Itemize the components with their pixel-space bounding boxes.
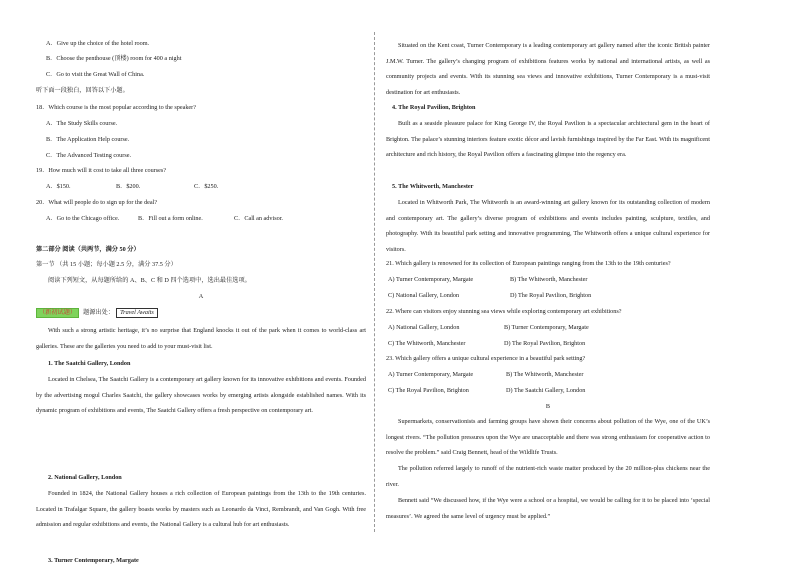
gallery-4-title: 4. The Royal Pavilion, Brighton (392, 104, 476, 111)
q18-number: 18． (36, 104, 49, 111)
q23-option-b: B) The Whitworth, Manchester (506, 371, 584, 378)
gallery-3-title: 3. Turner Contemporary, Margate (48, 557, 139, 564)
q22-option-a: A) National Gallery, London (388, 324, 460, 331)
passage-a-label: A (198, 293, 204, 300)
q19-text: How much will it cost to take all three courses? (48, 167, 167, 174)
q20-question (36, 199, 157, 206)
q21-option-b: B) The Whitworth, Manchester (510, 276, 588, 283)
listening-instruction: 听下面一段独白，回答以下小题。 (36, 87, 129, 94)
q19-number: 19． (36, 167, 49, 174)
passage-b-paragraph-1: Supermarkets, conservationists and farming groups have shown their concerns about pollution of the Wye, one of the UK’s longest rivers. “The pollution pressures upon the Wye are unacceptable and there was strong enthusiasm for cooperative action to resolve the problem.” said Craig Bennett, head of the Wildlife Trusts. (386, 418, 710, 457)
passage-b-paragraph-3: Bennett said “We discussed how, if the Wye were a school or a hospital, we would be calling for it to be placed into ‘special measures’. We agreed the same level of urgency must be applied.” (386, 497, 710, 520)
q21-question: 21. Which gallery is renowned for its collection of European paintings ranging from the 13th to the 19th centuries? (386, 260, 671, 267)
q17-option-b: B．Choose the penthouse (顶楼) room for 400 a night (46, 55, 182, 62)
q23-options-cd (388, 387, 585, 394)
gallery-5-title: 5. The Whitworth, Manchester (392, 183, 474, 190)
gallery-1-text: Located in Chelsea, The Saatchi Gallery is a contemporary art gallery known for its innovative exhibitions and events. Founded by the advertising mogul Charles Saatchi, the gallery showcases works by emerging artists alongside established names. With its dynamic program of exhibitions and events, The Saatchi Gallery offers a fresh perspective on contemporary art. (36, 376, 366, 415)
q23-options-ab (388, 371, 583, 378)
q19-options (46, 183, 218, 190)
q18-option-c: C．The Advanced Testing course. (46, 152, 132, 159)
gallery-4-text: Built as a seaside pleasure palace for King George IV, the Royal Pavilion is a spectacular architectural gem in the heart of Brighton. The palace’s stunning interiors feature exotic décor and lavish furnishings inspired by the Far East. With its magnificent architecture and rich history, the Royal Pavilion offers a fascinating glimpse into the regency era. (386, 120, 710, 159)
q20-text: What will people do to sign up for the deal? (48, 199, 158, 206)
passage-b-label: B (545, 403, 551, 410)
q18-option-a: A．The Study Skills course. (46, 120, 118, 127)
q19-option-b: B．$200. (116, 183, 141, 190)
q21-options-ab (388, 276, 587, 283)
q22-option-b: B) Turner Contemporary, Margate (504, 324, 589, 331)
q17-option-a: A．Give up the choice of the hotel room. (46, 40, 150, 47)
passage-b-paragraph-2: The pollution referred largely to runoff of the nutrient-rich waste matter produced by the 20 million-plus chickens near the river. (386, 465, 710, 488)
q20-option-a: A．Go to the Chicago office. (46, 215, 120, 222)
q22-options-ab (388, 324, 589, 331)
source-name: Travel Awaits (116, 308, 158, 318)
q20-number: 20． (36, 199, 49, 206)
gallery-5-text: Located in Whitworth Park, The Whitworth is an award-winning art gallery known for its outstanding collection of modern and contemporary art. The gallery’s diverse program of exhibitions and events includes painting, sculpture, textiles, and photography. With its beautiful park setting and innovative programming, The Whitworth offers a unique cultural experience for visitors. (386, 199, 710, 253)
q21-options-cd (388, 292, 591, 299)
q22-question: 22. Where can visitors enjoy stunning sea views while exploring contemporary art exhibitions? (386, 308, 622, 315)
gallery-3-text: Situated on the Kent coast, Turner Contemporary is a leading contemporary art gallery named after the iconic British painter J.M.W. Turner. The gallery’s changing program of exhibitions features works by national and international artists, as well as community projects and events. With its stunning sea views and innovative exhibitions, Turner Contemporary is a must-visit destination for art enthusiasts. (386, 42, 710, 96)
q18-text: Which course is the most popular according to the speaker? (48, 104, 196, 111)
gallery-2-text: Founded in 1824, the National Gallery houses a rich collection of European paintings from the 13th to the 19th centuries. Located in Trafalgar Square, the gallery boasts works by masters such as Leonardo da Vinci, Rembrandt, and Van Gogh. With free admission and regular exhibitions and events, the National Gallery is a cultural hub for art enthusiasts. (36, 490, 366, 529)
q19-option-a: A．$150. (46, 183, 71, 190)
q23-question: 23. Which gallery offers a unique cultural experience in a beautiful park setting? (386, 355, 586, 362)
column-divider (374, 32, 375, 532)
q22-option-d: D) The Royal Pavilion, Brighton (504, 340, 586, 347)
q17-option-c: C．Go to visit the Great Wall of China. (46, 71, 145, 78)
q21-option-a: A) Turner Contemporary, Margate (388, 276, 474, 283)
q23-option-a: A) Turner Contemporary, Margate (388, 371, 474, 378)
q19-question (36, 167, 166, 174)
q23-option-d: D) The Saatchi Gallery, London (506, 387, 586, 394)
q19-option-c: C．$250. (194, 183, 219, 190)
q20-options (46, 215, 283, 222)
section1-instruction: 阅读下列短文，从每题所给的 A、B、C 和 D 四个选项中，选出最佳选项。 (48, 277, 251, 284)
q21-option-c: C) National Gallery, London (388, 292, 460, 299)
q20-option-c: C．Call an advisor. (234, 215, 283, 222)
q18-option-b: B．The Application Help course. (46, 136, 130, 143)
part2-heading: 第二部分 阅读（共两节，满分 50 分） (36, 246, 140, 253)
new-question-badge: （新初试题） (36, 308, 79, 318)
gallery-1-title: 1. The Saatchi Gallery, London (48, 360, 131, 367)
q21-option-d: D) The Royal Pavilion, Brighton (510, 292, 592, 299)
q18-question (36, 104, 196, 111)
q22-option-c: C) The Whitworth, Manchester (388, 340, 466, 347)
passage-a-intro: With such a strong artistic heritage, it’s no surprise that England knocks it out of the park when it comes to world-class art galleries. These are the galleries you need to add to your must-visit list. (36, 327, 366, 350)
q23-option-c: C) The Royal Pavilion, Brighton (388, 387, 469, 394)
section1-heading: 第一节 （共 15 小题；每小题 2.5 分，满分 37.5 分） (36, 261, 177, 268)
q20-option-b: B．Fill out a form online. (138, 215, 203, 222)
source-line (36, 308, 158, 318)
source-label: 题源出处： (83, 309, 115, 316)
q22-options-cd (388, 340, 585, 347)
gallery-2-title: 2. National Gallery, London (48, 474, 122, 481)
